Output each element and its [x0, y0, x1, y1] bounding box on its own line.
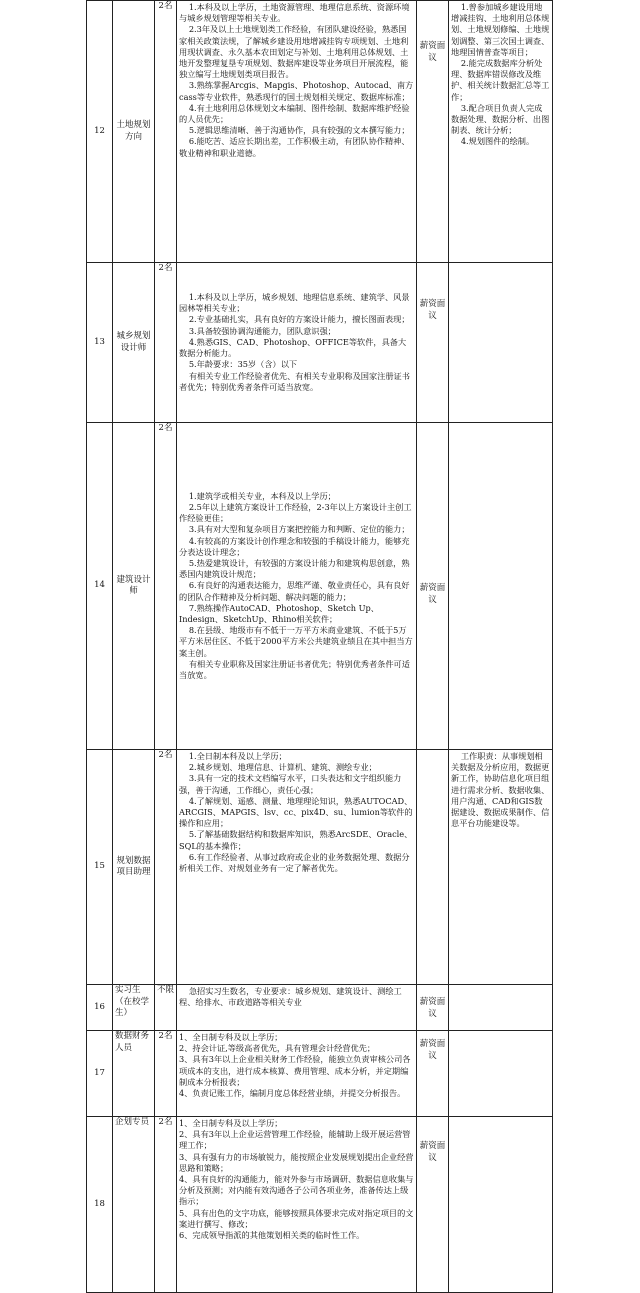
requirement-item: 3、具有3年以上企业相关财务工作经验，能独立负责审核公司各项成本的支出，进行成本核算、费用管理、成本分析，并定期编制成本分析报表；: [179, 1054, 411, 1087]
row-number: 17: [87, 1031, 113, 1117]
duties-cell: [449, 1, 553, 263]
duties-cell: [449, 263, 553, 423]
table-row: [87, 263, 553, 423]
requirements-cell: [177, 750, 417, 985]
requirement-item: 1、全日制专科及以上学历；: [179, 1118, 283, 1128]
requirement-item: 1、全日制专科及以上学历；: [179, 1032, 283, 1042]
position-name: 城乡规划设计师: [113, 263, 155, 423]
table-row: [87, 1031, 553, 1117]
row-number: 12: [87, 1, 113, 263]
position-name: 企划专员: [113, 1117, 155, 1293]
requirement-item: 急招实习生数名，专业要求：城乡规划、建筑设计、测绘工程、给排水、市政道路等相关专业: [179, 986, 402, 1008]
requirement-item: 5.年龄要求：35岁（含）以下: [188, 359, 298, 370]
headcount: 2名: [155, 1031, 177, 1117]
requirement-item: 1.建筑学或相关专业，本科及以上学历；: [188, 490, 336, 501]
requirement-item: 8.在县级、地级市有不低于一万平方米商业建筑、不低于5万平方米居住区、不低于2000平方米公共建筑业绩且在其中担当方案主创。: [179, 625, 413, 658]
duties-cell: [449, 423, 553, 750]
requirement-item: 1.全日制本科及以上学历；: [188, 751, 287, 761]
recruitment-table: [86, 0, 553, 1293]
requirement-item: 有相关专业职称及国家注册证书者优先；特别优秀者条件可适当放宽。: [179, 658, 410, 681]
requirement-item: 5.逻辑思维清晰、善于沟通协作，具有较强的文本撰写能力；: [188, 125, 410, 136]
table-row: [87, 750, 553, 985]
requirement-item: 2.5年以上建筑方案设计工作经验，2-3年以上方案设计主创工作经验更佳；: [179, 501, 412, 524]
duties-cell: [449, 1031, 553, 1117]
row-number: 18: [87, 1117, 113, 1293]
headcount: 2名: [155, 1, 177, 263]
requirement-item: 5.了解基础数据结构和数据库知识，熟悉ArcSDE、Oracle、SQL的基本操作；: [179, 829, 413, 851]
requirement-item: 4.有较高的方案设计创作理念和较强的手稿设计能力，能够充分表达设计理念；: [179, 535, 410, 557]
requirements-cell: [177, 985, 417, 1031]
requirement-item: 2.3年及以上土地规划类工作经验，有团队建设经验，熟悉国家相关政策法规，了解城乡建设用地增减挂钩专项规划、土地利用现状调查、永久基本农田划定与补划、土地利用总体规划、土地开发整理复垦专项规划、数据库建设等业务项目开展流程，能独立编写土地规划类项目报告。: [179, 24, 409, 80]
requirement-item: 3.具有一定的技术文档编写水平，口头表达和文字组织能力强，善于沟通，工作细心，责任心强；: [179, 773, 402, 795]
duties-cell: [449, 750, 553, 985]
salary: 薪资面议: [417, 1, 449, 263]
requirement-item: 4.了解规划、遥感、测量、地理理论知识，熟悉AUTOCAD、ARCGIS、MAPGIS、lsv、cc、pix4D、su、lumion等软件的操作和应用；: [179, 795, 413, 829]
requirement-item: 3.具备较强协调沟通能力，团队意识强；: [188, 325, 336, 336]
duty-item: 3.配合项目负责人完成数据处理、数据分析、出图制表、统计分析；: [451, 102, 550, 136]
requirement-item: 4.有土地利用总体规划文本编制、图件绘制、数据库维护经验的人员优先；: [179, 102, 410, 125]
requirements-cell: [177, 1117, 417, 1293]
requirements-cell: [177, 263, 417, 423]
requirements-cell: [177, 423, 417, 750]
row-number: 13: [87, 263, 113, 423]
table-row: [87, 1117, 553, 1293]
requirement-item: 有相关专业工作经验者优先、有相关专业职称及国家注册证书者优先；特别优秀者条件可适当放宽。: [179, 370, 410, 392]
salary: 薪资面议: [417, 263, 449, 423]
requirement-item: 4、负责记账工作，编制月度总体经营业绩，并提交分析报告。: [179, 1088, 406, 1099]
position-name: 规划数据项目助理: [113, 750, 155, 985]
requirement-item: 3、具有强有力的市场敏锐力，能按照企业发展规划提出企业经营思路和策略；: [179, 1151, 414, 1173]
requirement-item: 7.熟练操作AutoCAD、Photoshop、Sketch Up、Indesign、SketchUp、Rhino相关软件；: [179, 602, 379, 624]
position-name: 数据财务人员: [113, 1031, 155, 1117]
table-row: [87, 1, 553, 263]
position-name: 实习生（在校学生）: [113, 985, 155, 1031]
salary: 薪资面议: [417, 1031, 449, 1117]
duty-item: 工作职责：从事规划相关数据及分析应用，数据更新工作，协助信息化项目组进行需求分析、数据收集、用户沟通、CAD和GIS数据建设、数据成果制作、信息平台功能建设等。: [451, 751, 550, 829]
salary: 薪资面议: [417, 985, 449, 1031]
requirement-item: 2、持会计证,等级高者优先，具有管理会计经营优先；: [179, 1043, 376, 1054]
position-name: 建筑设计师: [113, 423, 155, 750]
requirement-item: 5.热爱建筑设计，有较强的方案设计能力和建筑构思创意，熟悉国内建筑设计规范；: [179, 557, 410, 580]
requirements-cell: [177, 1031, 417, 1117]
duty-item: 1.曾参加城乡建设用地增减挂钩、土地利用总体规划、土地规划修编、土地规划调整、第三次国土调查、地理国情普查等项目；: [451, 2, 550, 57]
row-number: 15: [87, 750, 113, 985]
table-row: [87, 423, 553, 750]
requirement-item: 2.专业基础扎实，具有良好的方案设计能力，擅长图面表现；: [188, 314, 410, 325]
requirement-item: 4、具有良好的沟通能力，能对外参与市场调研、数据信息收集与分析及预测；对内能有效沟通各子公司各项业务，准备传达上级指示；: [179, 1174, 414, 1207]
requirement-item: 3.熟练掌握Arcgis、Mapgis、Photoshop、Autocad、南方cass等专业软件，熟悉现行的国土规划相关规定、数据库标准；: [179, 80, 414, 102]
salary: [417, 750, 449, 985]
requirement-item: 2.城乡规划、地理信息、计算机、建筑、测绘专业；: [188, 762, 377, 773]
requirement-item: 2、具有3年以上企业运营管理工作经验，能辅助上级开展运营管理工作；: [179, 1129, 411, 1151]
headcount: 2名: [155, 263, 177, 423]
requirement-item: 6.有工作经验者、从事过政府或企业的业务数据处理、数据分析相关工作、对规划业务有一定了解者优先。: [179, 851, 410, 874]
salary: 薪资面议: [417, 1117, 449, 1293]
duty-item: 2.能完成数据库分析处理、数据库错误修改及维护、相关统计数据汇总等工作；: [451, 58, 550, 102]
requirement-item: 6.能吃苦、适应长期出差，工作积极主动，有团队协作精神、敬业精神和职业道德。: [179, 136, 410, 158]
row-number: 14: [87, 423, 113, 750]
position-name: 土地规划方向: [113, 1, 155, 263]
requirement-item: 1.本科及以上学历，土地资源管理、地理信息系统、资源环境与城乡规划管理等相关专业。: [179, 2, 410, 24]
requirement-item: 5、具有出色的文字功底，能够按照具体要求完成对指定项目的文案进行撰写、修改；: [179, 1207, 414, 1229]
duties-cell: [449, 1117, 553, 1293]
duties-cell: [449, 985, 553, 1031]
duty-item: 4.规划图件的绘制。: [460, 136, 535, 147]
salary: 薪资面议: [417, 423, 449, 750]
requirement-item: 6.有良好的沟通表达能力，思维严谨、敬业责任心，具有良好的团队合作精神及分析问题、解决问题的能力；: [179, 580, 410, 602]
row-number: 16: [87, 985, 113, 1031]
headcount: 2名: [155, 750, 177, 985]
table-row: [87, 985, 553, 1031]
headcount: 2名: [155, 1117, 177, 1293]
requirement-item: 6、完成领导指派的其他策划相关类的临时性工作。: [179, 1230, 365, 1241]
requirement-item: 1.本科及以上学历，城乡规划、地理信息系统、建筑学、风景园林等相关专业；: [179, 292, 410, 314]
requirement-item: 3.具有对大型和复杂项目方案把控能力和判断、定位的能力；: [188, 524, 410, 535]
headcount: 不限: [155, 985, 177, 1031]
headcount: 2名: [155, 423, 177, 750]
requirements-cell: [177, 1, 417, 263]
requirement-item: 4.熟悉GIS、CAD、Photoshop、OFFICE等软件，具备大数据分析能力。: [179, 336, 407, 359]
